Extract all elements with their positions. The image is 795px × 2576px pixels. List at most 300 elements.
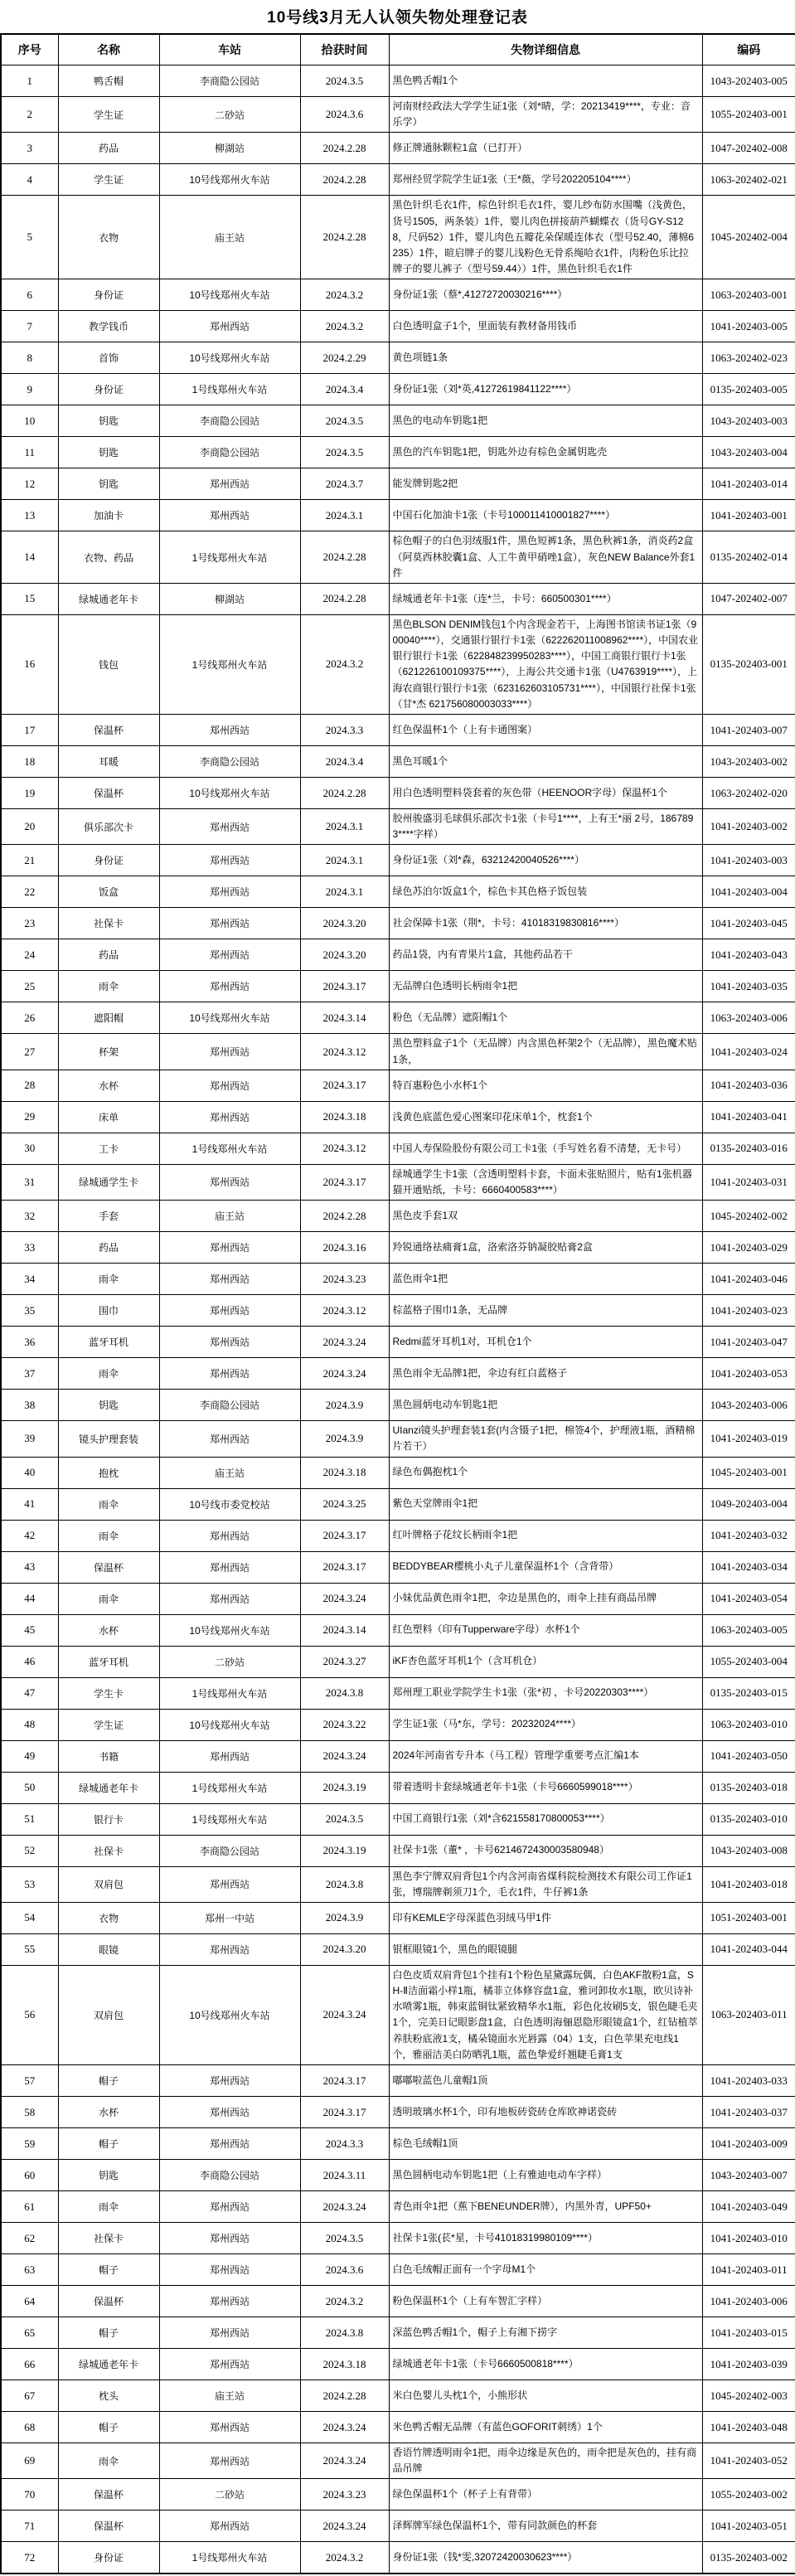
cell-name: 蓝牙耳机 [58,1327,159,1358]
col-header-code: 编码 [702,34,795,65]
cell-time: 2024.3.9 [300,1421,389,1457]
cell-station: 郑州西站 [159,1070,300,1101]
cell-name: 首饰 [58,342,159,374]
cell-station: 郑州西站 [159,1520,300,1551]
cell-time: 2024.3.14 [300,1614,389,1646]
cell-code: 1043-202403-004 [702,437,795,468]
cell-serial: 30 [1,1133,58,1164]
cell-serial: 54 [1,1902,58,1933]
cell-time: 2024.3.24 [300,1327,389,1358]
cell-serial: 18 [1,746,58,778]
cell-name: 保温杯 [58,1551,159,1583]
col-header-time: 拾获时间 [300,34,389,65]
cell-serial: 70 [1,2479,58,2511]
table-row [1,845,795,876]
cell-station: 郑州西站 [159,500,300,531]
cell-station: 10号线郑州火车站 [159,342,300,374]
cell-details: 能发牌钥匙2把 [389,468,702,500]
cell-serial: 25 [1,971,58,1002]
cell-time: 2024.3.5 [300,1803,389,1835]
cell-code: 1047-202402-008 [702,133,795,164]
cell-time: 2024.2.28 [300,133,389,164]
cell-station: 郑州西站 [159,2443,300,2479]
cell-serial: 9 [1,374,58,405]
cell-code: 1041-202403-041 [702,1101,795,1133]
cell-name: 学生证 [58,97,159,133]
cell-serial: 60 [1,2160,58,2191]
cell-code: 1043-202403-002 [702,746,795,778]
table-row [1,971,795,1002]
cell-name: 学生卡 [58,1677,159,1709]
cell-code: 1043-202403-003 [702,405,795,437]
cell-name: 保温杯 [58,778,159,809]
cell-station: 郑州西站 [159,876,300,908]
cell-time: 2024.3.2 [300,2286,389,2317]
cell-details: 无品牌白色透明长柄雨伞1把 [389,971,702,1002]
cell-name: 身份证 [58,2542,159,2574]
cell-name: 绿城通老年卡 [58,2349,159,2380]
cell-station: 郑州西站 [159,2317,300,2349]
cell-serial: 24 [1,939,58,971]
cell-serial: 46 [1,1646,58,1677]
cell-details: 身份证1张（钱*雯,32072420030623****） [389,2542,702,2574]
cell-time: 2024.3.25 [300,1488,389,1520]
cell-details: 黑色塑料盒子1个（无品牌）内含黑色杯架2个（无品牌），黑色魔术贴1条， [389,1034,702,1070]
cell-name: 钥匙 [58,468,159,500]
cell-name: 抱枕 [58,1457,159,1488]
cell-details: 泽辉牌军绿色保温杯1个，带有同款颜色的杯套 [389,2511,702,2542]
cell-code: 1063-202403-011 [702,1965,795,2064]
cell-details: 社会保障卡1张（荆*，卡号：41018319830816****） [389,908,702,939]
cell-station: 柳湖站 [159,133,300,164]
cell-serial: 2 [1,97,58,133]
cell-details: 药品1袋，内有青果片1盒，其他药品若干 [389,939,702,971]
cell-code: 1049-202403-004 [702,1488,795,1520]
table-row [1,1164,795,1200]
cell-time: 2024.3.17 [300,2065,389,2097]
cell-serial: 19 [1,778,58,809]
cell-station: 郑州西站 [159,939,300,971]
cell-details: 修正牌通脉颗粒1盒（已打开） [389,133,702,164]
cell-serial: 10 [1,405,58,437]
table-row [1,2380,795,2412]
cell-station: 郑州西站 [159,1034,300,1070]
cell-serial: 47 [1,1677,58,1709]
cell-time: 2024.3.20 [300,908,389,939]
table-row [1,1358,795,1390]
cell-details: 黑色圆柄电动车钥匙1把（上有雅迪电动车字样） [389,2160,702,2191]
cell-code: 1041-202403-024 [702,1034,795,1070]
cell-name: 衣物 [58,196,159,279]
cell-time: 2024.3.20 [300,1933,389,1965]
cell-details: 2024年河南省专升本（马工程）管理学重要考点汇编1本 [389,1740,702,1772]
cell-time: 2024.3.5 [300,2223,389,2254]
cell-details: 带着透明卡套绿城通老年卡1张（卡号6660599018****） [389,1772,702,1803]
cell-time: 2024.3.17 [300,1551,389,1583]
cell-details: UIanzi镜头护理套装1套(内含镊子1把，棉签4个，护理液1瓶，酒精棉片若干） [389,1421,702,1457]
cell-code: 1041-202403-019 [702,1421,795,1457]
cell-code: 1063-202403-001 [702,279,795,311]
cell-time: 2024.3.1 [300,500,389,531]
table-row [1,1327,795,1358]
cell-serial: 21 [1,845,58,876]
table-row [1,1264,795,1295]
table-row [1,1646,795,1677]
cell-time: 2024.3.14 [300,1002,389,1034]
table-row [1,468,795,500]
cell-station: 郑州西站 [159,715,300,746]
cell-station: 李商隐公园站 [159,2160,300,2191]
cell-code: 1041-202403-032 [702,1520,795,1551]
cell-code: 1063-202402-020 [702,778,795,809]
cell-name: 身份证 [58,374,159,405]
cell-name: 钥匙 [58,2160,159,2191]
cell-name: 眼镜 [58,1933,159,1965]
cell-station: 郑州西站 [159,1583,300,1614]
cell-serial: 17 [1,715,58,746]
cell-details: iKF杏色蓝牙耳机1个（含耳机仓） [389,1646,702,1677]
cell-time: 2024.3.19 [300,1835,389,1866]
cell-code: 1063-202403-010 [702,1709,795,1740]
table-row [1,1677,795,1709]
cell-code: 1041-202403-052 [702,2443,795,2479]
cell-time: 2024.3.1 [300,845,389,876]
cell-serial: 33 [1,1232,58,1264]
table-row [1,311,795,342]
cell-name: 雨伞 [58,1520,159,1551]
cell-time: 2024.3.17 [300,2097,389,2128]
cell-serial: 66 [1,2349,58,2380]
cell-code: 1041-202403-031 [702,1164,795,1200]
table-row [1,1457,795,1488]
cell-serial: 72 [1,2542,58,2574]
cell-details: 红叶牌格子花纹长柄雨伞1把 [389,1520,702,1551]
table-row [1,1520,795,1551]
cell-code: 0135-202403-016 [702,1133,795,1164]
cell-code: 1055-202403-002 [702,2479,795,2511]
table-row [1,1295,795,1327]
cell-time: 2024.3.8 [300,1866,389,1902]
cell-name: 社保卡 [58,2223,159,2254]
cell-serial: 45 [1,1614,58,1646]
cell-name: 俱乐部次卡 [58,809,159,845]
cell-name: 帽子 [58,2412,159,2443]
cell-name: 学生证 [58,164,159,196]
cell-code: 1041-202403-046 [702,1264,795,1295]
table-row [1,164,795,196]
table-row [1,1803,795,1835]
table-row [1,531,795,584]
table-row [1,405,795,437]
cell-details: 社保卡1张（董* ，卡号6214672430003580948） [389,1835,702,1866]
cell-time: 2024.3.2 [300,614,389,714]
cell-serial: 5 [1,196,58,279]
cell-code: 0135-202403-015 [702,1677,795,1709]
cell-name: 鸭舌帽 [58,65,159,97]
cell-time: 2024.3.1 [300,809,389,845]
cell-name: 遮阳帽 [58,1002,159,1034]
col-header-details: 失物详细信息 [389,34,702,65]
table-row [1,614,795,714]
cell-name: 水杯 [58,2097,159,2128]
cell-time: 2024.3.8 [300,1677,389,1709]
cell-code: 1063-202403-006 [702,1002,795,1034]
table-row [1,1709,795,1740]
cell-station: 郑州一中站 [159,1902,300,1933]
cell-details: 香语竹牌透明雨伞1把，雨伞边缘是灰色的，雨伞把是灰色的，挂有商品吊牌 [389,2443,702,2479]
table-row [1,2349,795,2380]
cell-station: 郑州西站 [159,2191,300,2223]
cell-station: 10号线郑州火车站 [159,279,300,311]
cell-serial: 51 [1,1803,58,1835]
table-row [1,2317,795,2349]
table-row [1,196,795,279]
cell-serial: 50 [1,1772,58,1803]
cell-details: 棕蓝格子围巾1条，无品牌 [389,1295,702,1327]
cell-time: 2024.3.24 [300,2511,389,2542]
cell-serial: 59 [1,2128,58,2160]
cell-code: 1041-202403-014 [702,468,795,500]
cell-serial: 40 [1,1457,58,1488]
cell-code: 1055-202403-004 [702,1646,795,1677]
cell-details: 白色透明盒子1个，里面装有教材备用钱币 [389,311,702,342]
cell-station: 郑州西站 [159,2412,300,2443]
cell-station: 庙王站 [159,2380,300,2412]
cell-time: 2024.3.2 [300,311,389,342]
cell-code: 1041-202403-023 [702,1295,795,1327]
cell-time: 2024.3.4 [300,746,389,778]
cell-details: 青色雨伞1把（蕉下BENEUNDER牌），内黑外青，UPF50+ [389,2191,702,2223]
cell-serial: 12 [1,468,58,500]
cell-time: 2024.2.28 [300,2380,389,2412]
cell-time: 2024.3.5 [300,65,389,97]
cell-code: 1041-202403-049 [702,2191,795,2223]
cell-station: 郑州西站 [159,2286,300,2317]
cell-serial: 61 [1,2191,58,2223]
cell-serial: 6 [1,279,58,311]
cell-details: 棕色毛绒帽1顶 [389,2128,702,2160]
cell-details: 身份证1张（刘*森，63212420040526****） [389,845,702,876]
cell-code: 1051-202403-001 [702,1902,795,1933]
cell-details: 黑色圆炳电动车钥匙1把 [389,1390,702,1421]
col-header-station: 车站 [159,34,300,65]
cell-serial: 53 [1,1866,58,1902]
cell-details: 身份证1张（蔡*,41272720030216****） [389,279,702,311]
cell-serial: 68 [1,2412,58,2443]
cell-details: 黑色李宁牌双肩背包1个内含河南省煤科院检测技术有限公司工作证1张，博瑞牌剃须刀1个，毛衣1件，牛仔裤1条 [389,1866,702,1902]
cell-code: 1045-202403-001 [702,1457,795,1488]
cell-time: 2024.3.12 [300,1295,389,1327]
cell-station: 1号线郑州火车站 [159,1772,300,1803]
cell-code: 1041-202403-006 [702,2286,795,2317]
cell-name: 药品 [58,133,159,164]
cell-time: 2024.3.24 [300,1965,389,2064]
cell-code: 1041-202403-001 [702,500,795,531]
cell-code: 1063-202403-005 [702,1614,795,1646]
cell-name: 床单 [58,1101,159,1133]
cell-serial: 69 [1,2443,58,2479]
table-row [1,1772,795,1803]
cell-station: 10号线市委党校站 [159,1488,300,1520]
cell-code: 1041-202403-011 [702,2254,795,2286]
table-row [1,1740,795,1772]
cell-code: 1055-202403-001 [702,97,795,133]
cell-serial: 35 [1,1295,58,1327]
cell-details: 郑州理工职业学院学生卡1张（张*初 ，卡号20220303****） [389,1677,702,1709]
table-row [1,1421,795,1457]
cell-name: 水杯 [58,1614,159,1646]
cell-details: 印有KEMLE字母深蓝色羽绒马甲1件 [389,1902,702,1933]
cell-time: 2024.3.20 [300,939,389,971]
cell-time: 2024.3.24 [300,2191,389,2223]
cell-time: 2024.2.28 [300,583,389,614]
table-row [1,2191,795,2223]
table-row [1,2479,795,2511]
table-row [1,2065,795,2097]
cell-station: 二砂站 [159,1646,300,1677]
cell-code: 0135-202403-005 [702,374,795,405]
table-row [1,939,795,971]
page-title: 10号线3月无人认领失物处理登记表 [267,9,528,27]
table-row [1,2542,795,2574]
cell-name: 钥匙 [58,1390,159,1421]
cell-serial: 32 [1,1201,58,1232]
table-row [1,876,795,908]
table-row [1,2443,795,2479]
cell-time: 2024.3.3 [300,2128,389,2160]
cell-name: 加油卡 [58,500,159,531]
table-row [1,133,795,164]
cell-code: 0135-202403-010 [702,1803,795,1835]
cell-station: 郑州西站 [159,908,300,939]
cell-code: 1041-202403-004 [702,876,795,908]
cell-serial: 38 [1,1390,58,1421]
cell-details: 白色皮质双肩背包1个挂有1个粉色星黛露玩偶，白色AKF散粉1盒，SH-Ⅱ洁面霜小样1瓶，橘菲立体修容盘1盒，雅诃卸妆水1瓶，欧贝诗补水喷雾1瓶，韩束蓝铜钛紧致精华水1瓶，彩色化妆刷5支，银色睫毛夹1个，完美日记眼影盘1盒，白色透明海俪恩隐形眼镜盒1个，红钻植萃养肤粉底液1支，橘朵镜面水光唇露（04）1支，白色苹果充电线1个，雅丽洁美白防晒乳1瓶，蓝色挚爱纤翘睫毛膏1支 [389,1965,702,2064]
cell-code: 1041-202403-036 [702,1070,795,1101]
cell-name: 帽子 [58,2065,159,2097]
table-row [1,778,795,809]
cell-code: 1063-202402-023 [702,342,795,374]
cell-serial: 63 [1,2254,58,2286]
cell-details: 蓝色雨伞1把 [389,1264,702,1295]
table-row [1,1232,795,1264]
cell-serial: 1 [1,65,58,97]
cell-details: 透明玻璃水杯1个，印有地板砖瓷砖仓库欧神诺瓷砖 [389,2097,702,2128]
cell-name: 围巾 [58,1295,159,1327]
cell-code: 1041-202403-035 [702,971,795,1002]
cell-station: 1号线郑州火车站 [159,374,300,405]
table-row [1,1488,795,1520]
cell-serial: 56 [1,1965,58,2064]
cell-time: 2024.3.17 [300,971,389,1002]
cell-code: 1043-202403-007 [702,2160,795,2191]
cell-serial: 57 [1,2065,58,2097]
cell-code: 1041-202403-010 [702,2223,795,2254]
cell-serial: 49 [1,1740,58,1772]
cell-code: 1041-202403-048 [702,2412,795,2443]
cell-details: 黑色的汽车钥匙1把，钥匙外边有棕色金属钥匙壳 [389,437,702,468]
cell-time: 2024.3.5 [300,405,389,437]
cell-time: 2024.3.23 [300,2479,389,2511]
table-row [1,1101,795,1133]
cell-station: 郑州西站 [159,1551,300,1583]
cell-serial: 41 [1,1488,58,1520]
cell-details: 粉色（无品牌）遮阳帽1个 [389,1002,702,1034]
cell-code: 1041-202403-043 [702,939,795,971]
cell-details: 红色塑料（印有Tupperware字母）水杯1个 [389,1614,702,1646]
table-row [1,2286,795,2317]
table-row [1,2511,795,2542]
table-row [1,1933,795,1965]
cell-time: 2024.3.23 [300,1264,389,1295]
table-row [1,908,795,939]
table-row [1,2254,795,2286]
table-row [1,500,795,531]
cell-details: 绿色苏泊尔饭盒1个，棕色卡其色格子饭包装 [389,876,702,908]
cell-details: 黑色耳暖1个 [389,746,702,778]
cell-serial: 55 [1,1933,58,1965]
cell-time: 2024.3.18 [300,1101,389,1133]
cell-serial: 20 [1,809,58,845]
cell-code: 0135-202403-001 [702,614,795,714]
table-row [1,746,795,778]
cell-station: 柳湖站 [159,583,300,614]
table-row [1,374,795,405]
cell-time: 2024.3.24 [300,1583,389,1614]
cell-code: 1041-202403-054 [702,1583,795,1614]
cell-station: 1号线郑州火车站 [159,1677,300,1709]
cell-station: 二砂站 [159,97,300,133]
cell-station: 10号线郑州火车站 [159,1709,300,1740]
cell-serial: 37 [1,1358,58,1390]
cell-details: 浅黄色底蓝色爱心图案印花床单1个，枕套1个 [389,1101,702,1133]
cell-name: 衣物 [58,1902,159,1933]
cell-name: 药品 [58,1232,159,1264]
cell-name: 身份证 [58,845,159,876]
cell-name: 绿城通学生卡 [58,1164,159,1200]
cell-details: 白色毛绒帽正面有一个字母M1个 [389,2254,702,2286]
cell-code: 1041-202403-007 [702,715,795,746]
cell-name: 教学钱币 [58,311,159,342]
cell-name: 保温杯 [58,715,159,746]
cell-details: 黑色雨伞无品牌1把，伞边有红白蓝格子 [389,1358,702,1390]
cell-serial: 4 [1,164,58,196]
cell-code: 1041-202403-044 [702,1933,795,1965]
cell-station: 郑州西站 [159,845,300,876]
cell-station: 1号线郑州火车站 [159,2542,300,2574]
cell-serial: 28 [1,1070,58,1101]
cell-details: 郑州经贸学院学生证1张（王*薇，学号202205104****） [389,164,702,196]
cell-station: 郑州西站 [159,1164,300,1200]
cell-station: 李商隐公园站 [159,1835,300,1866]
cell-station: 郑州西站 [159,1327,300,1358]
table-header-row [1,34,795,65]
cell-time: 2024.3.1 [300,876,389,908]
cell-time: 2024.3.17 [300,1070,389,1101]
cell-serial: 64 [1,2286,58,2317]
cell-details: 绿色布偶抱枕1个 [389,1457,702,1488]
cell-station: 10号线郑州火车站 [159,164,300,196]
cell-code: 1041-202403-029 [702,1232,795,1264]
cell-name: 保温杯 [58,2286,159,2317]
cell-station: 李商隐公园站 [159,65,300,97]
cell-time: 2024.2.28 [300,164,389,196]
cell-details: 特百惠粉色小水杯1个 [389,1070,702,1101]
cell-time: 2024.3.2 [300,2542,389,2574]
cell-name: 雨伞 [58,971,159,1002]
cell-time: 2024.3.7 [300,468,389,500]
cell-time: 2024.3.4 [300,374,389,405]
